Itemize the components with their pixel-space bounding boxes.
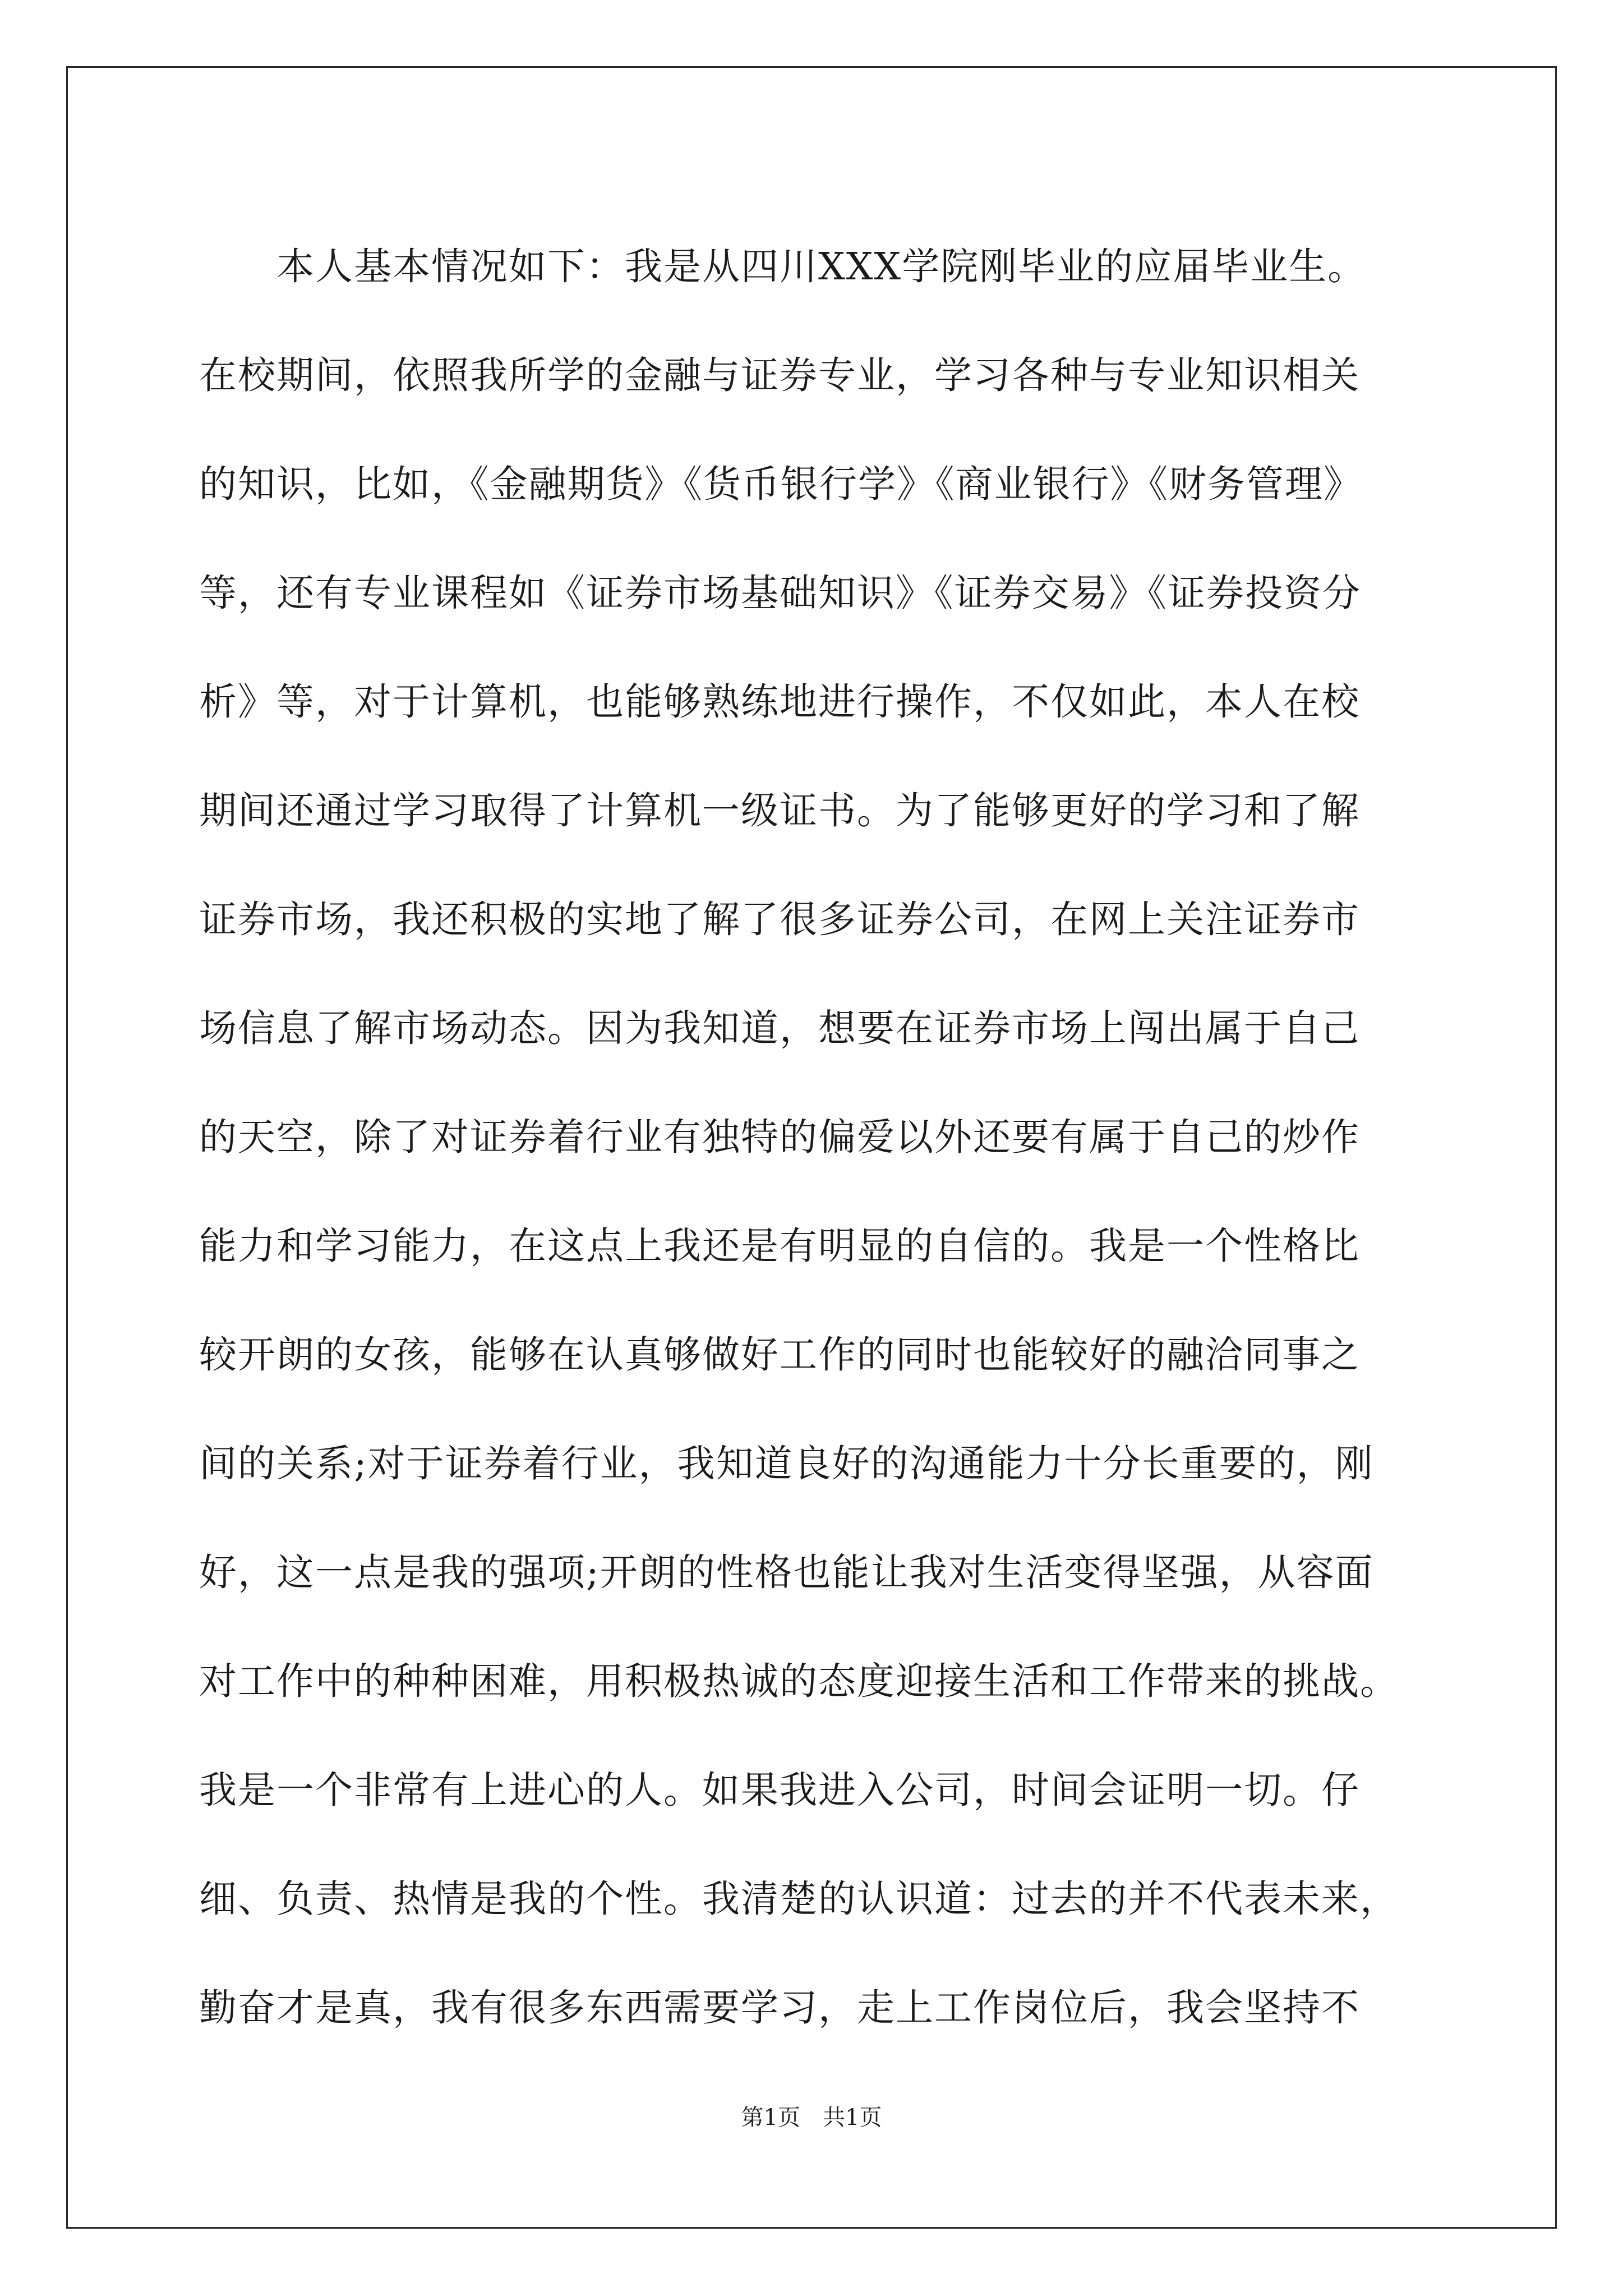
text-line: 析》等，对于计算机，也能够熟练地进行操作，不仅如此，本人在校 (199, 680, 1360, 724)
text-line: 等，还有专业课程如《证券市场基础知识》《证券交易》《证券投资分 (199, 571, 1361, 615)
text-line: 的知识，比如，《金融期货》《货币银行学》《商业银行》《财务管理》 (199, 462, 1362, 506)
text-line: 间的关系;对于证券着行业，我知道良好的沟通能力十分长重要的，刚 (199, 1442, 1374, 1485)
text-line: 在校期间，依照我所学的金融与证券专业，学习各种与专业知识相关 (199, 353, 1360, 397)
text-line: 较开朗的女孩，能够在认真够做好工作的同时也能较好的融洽同事之 (199, 1333, 1360, 1377)
body-paragraph (199, 212, 1450, 2062)
text-line: 场信息了解市场动态。因为我知道，想要在证券市场上闯出属于自己 (199, 1006, 1360, 1050)
text-line: 证券市场，我还积极的实地了解了很多证券公司，在网上关注证券市 (199, 898, 1360, 941)
text-line: 好，这一点是我的强项;开朗的性格也能让我对生活变得坚强，从容面 (199, 1550, 1374, 1594)
text-line: 期间还通过学习取得了计算机一级证书。为了能够更好的学习和了解 (199, 789, 1360, 832)
text-line: 对工作中的种种困难，用积极热诚的态度迎接生活和工作带来的挑战。 (199, 1659, 1399, 1703)
page-number-footer: 第1页 共1页 (741, 2105, 882, 2131)
text-line: 能力和学习能力，在这点上我还是有明显的自信的。我是一个性格比 (199, 1224, 1360, 1268)
text-line: 的天空，除了对证券着行业有独特的偏爱以外还要有属于自己的炒作 (199, 1115, 1360, 1159)
text-line: 我是一个非常有上进心的人。如果我进入公司，时间会证明一切。仔 (199, 1768, 1360, 1812)
text-line: 本人基本情况如下：我是从四川XXX学院刚毕业的应届毕业生。 (199, 245, 1367, 288)
text-line: 细、负责、热情是我的个性。我清楚的认识道：过去的并不代表未来， (199, 1877, 1399, 1921)
text-line: 勤奋才是真，我有很多东西需要学习，走上工作岗位后，我会坚持不 (199, 1986, 1360, 2030)
